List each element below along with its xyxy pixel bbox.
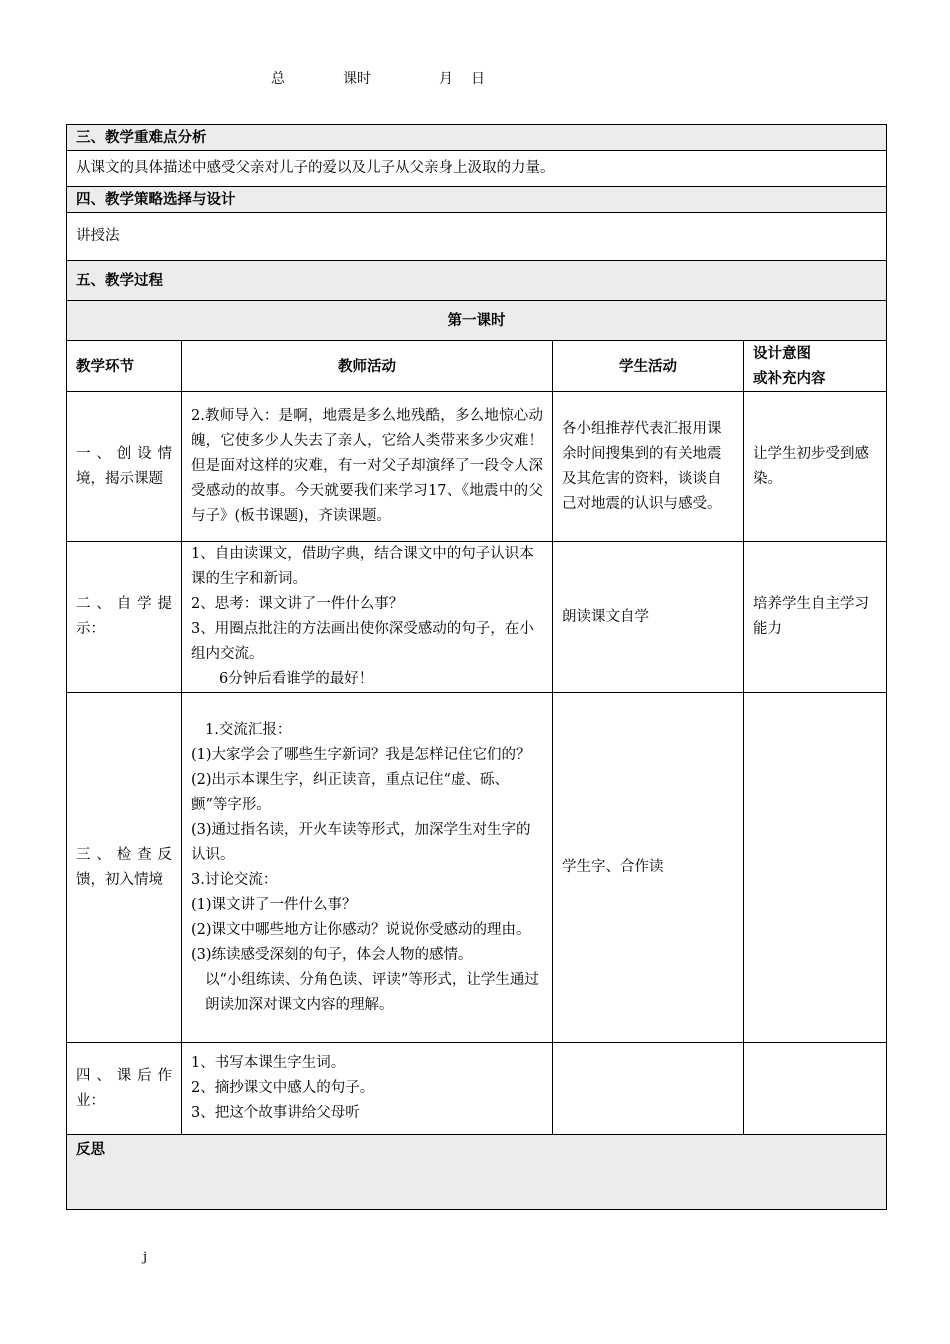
intent-cell: 让学生初步受到感染。	[744, 392, 887, 542]
header-day: 日	[471, 71, 485, 87]
column-header-intent-line1: 设计意图	[753, 345, 811, 362]
stage-text-line: 示：	[76, 621, 105, 637]
teacher-activity-line: (1)大家学会了哪些生字新词？我是怎样记住它们的？	[191, 746, 531, 763]
difficulty-section-title: 三、教学重难点分析	[67, 125, 887, 151]
stage-text-line: 馈，初入情境	[76, 871, 163, 888]
teacher-activity-cell	[182, 542, 553, 693]
column-header-stage: 教学环节	[67, 341, 182, 392]
stage-cell	[67, 693, 182, 1043]
teacher-activity-line: 1、自由读课文，借助字典，结合课文中的句子认识本课的生字和新词。	[191, 546, 534, 587]
footer-mark: j	[143, 1250, 148, 1265]
process-section-title: 五、教学过程	[67, 261, 887, 301]
column-header-student: 学生活动	[553, 341, 744, 392]
teacher-activity-line: 3、把这个故事讲给父母听	[191, 1105, 360, 1121]
student-activity-cell: 各小组推荐代表汇报用课余时间搜集到的有关地震及其危害的资料，谈谈自己对地震的认识与感受。	[553, 392, 744, 542]
teacher-activity-line: (3)练读感受深刻的句子，体会人物的感情。	[191, 946, 473, 963]
student-activity-cell	[553, 1043, 744, 1135]
strategy-section-text: 讲授法	[67, 213, 887, 261]
header-period: 课时	[343, 71, 371, 87]
teacher-activity-line: (2)出示本课生字，纠正读音，重点记住“虚、砾、颤”等字形。	[191, 771, 509, 813]
teacher-activity-line: 2、摘抄课文中感人的句子。	[191, 1080, 375, 1096]
column-header-intent	[744, 341, 887, 392]
intent-cell	[744, 693, 887, 1043]
header-total: 总	[271, 71, 285, 87]
lesson-plan-table	[66, 124, 887, 1210]
student-activity-cell: 学生字、合作读	[553, 693, 744, 1043]
teacher-activity-line: 2、思考：课文讲了一件什么事？	[191, 596, 404, 612]
strategy-section-title: 四、教学策略选择与设计	[67, 187, 887, 213]
stage-cell	[67, 1043, 182, 1135]
column-header-teacher: 教师活动	[182, 341, 553, 392]
teacher-activity-line: (3)通过指名读，开火车读等形式，加深学生对生字的认识。	[191, 821, 531, 863]
student-activity-cell: 朗读课文自学	[553, 542, 744, 693]
teacher-activity-cell	[182, 693, 553, 1043]
stage-text-line: 二、自学提	[76, 596, 172, 612]
teacher-activity-line: 3、用圈点批注的方法画出使你深受感动的句子，在小组内交流。	[191, 621, 534, 662]
stage-text-line: 一、创设情	[76, 445, 172, 462]
stage-text-line: 三、检查反	[76, 846, 172, 863]
teacher-activity-line: 以“小组练读、分角色读、评读”等形式，让学生通过朗读加深对课文内容的理解。	[205, 971, 539, 1013]
column-header-intent-line2: 或补充内容	[753, 370, 826, 387]
stage-text-line: 四、课后作	[76, 1067, 172, 1084]
reflection-section: 反思	[67, 1135, 887, 1210]
teacher-activity-line: 6分钟后看谁学的最好！	[219, 671, 374, 687]
teacher-activity-cell	[182, 392, 553, 542]
teacher-activity-line: 2.教师导入：是啊，地震是多么地残酷，多么地惊心动魄，它使多少人失去了亲人，它给人类带来多少灾难！但是面对这样的灾难，有一对父子却演绎了一段令人深受感动的故事。今天就要我们来学习17、《地震中的父与子》(板书课题)，齐读课题。	[191, 408, 543, 524]
teacher-activity-line: (1)课文讲了一件什么事？	[191, 896, 357, 913]
stage-cell	[67, 392, 182, 542]
stage-cell	[67, 542, 182, 693]
intent-cell	[744, 1043, 887, 1135]
teacher-activity-line: (2)课文中哪些地方让你感动？说说你受感动的理由。	[191, 921, 531, 938]
teacher-activity-line: 3.讨论交流：	[191, 871, 278, 888]
intent-cell: 培养学生自主学习能力	[744, 542, 887, 693]
teacher-activity-cell	[182, 1043, 553, 1135]
teacher-activity-line: 1、书写本课生字生词。	[191, 1055, 346, 1071]
stage-text-line: 业：	[76, 1092, 105, 1109]
teacher-activity-line: 1.交流汇报：	[205, 721, 292, 738]
difficulty-section-text: 从课文的具体描述中感受父亲对儿子的爱以及儿子从父亲身上汲取的力量。	[67, 151, 887, 187]
stage-text-line: 境，揭示课题	[76, 470, 163, 487]
header-month: 月	[439, 71, 453, 87]
lesson-title: 第一课时	[67, 301, 887, 341]
